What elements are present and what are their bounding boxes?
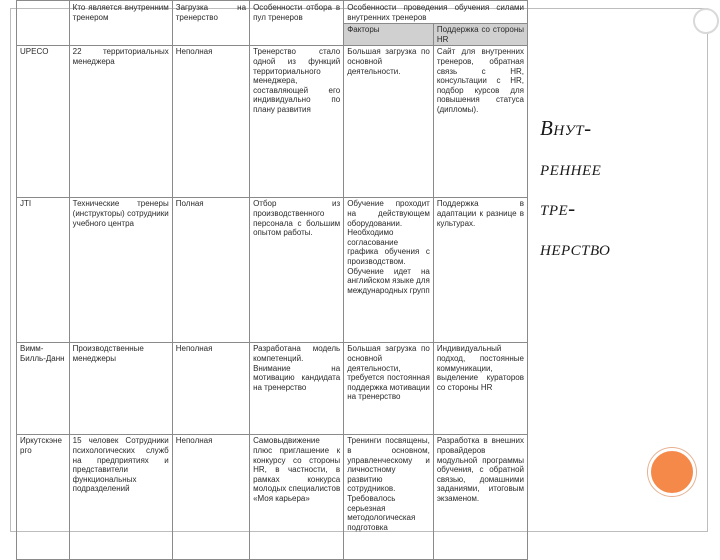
header-selection: Особенности отбора в пул тренеров (250, 1, 344, 46)
table-row (17, 46, 528, 198)
cell-load: Неполная (172, 435, 249, 560)
title-line: нерство (540, 236, 611, 260)
cell-selection: Отбор из производственного персонала с большим опытом работы. (250, 198, 344, 343)
title-line: Внут- (540, 116, 592, 140)
cell-factors: Большая загрузка по основной деятельности. (344, 46, 434, 198)
cell-company: Вимм-Билль-Данн (17, 343, 70, 435)
header-load: Загрузка на тренерство (172, 1, 249, 46)
cell-load: Неполная (172, 343, 249, 435)
cell-trainer: 22 территориальных менеджера (69, 46, 172, 198)
table-header-row (17, 1, 528, 24)
scanned-table (16, 0, 528, 532)
cell-selection: Разработана модель компетенций. Внимание на мотивацию кандидата на тренерство (250, 343, 344, 435)
cell-company: JTI (17, 198, 70, 343)
header-company (17, 1, 70, 46)
title-line: тре- (540, 196, 576, 220)
cell-selection: Тренерство стало одной из функций территориального менеджера, составляющей его индивидуально по плану развития (250, 46, 344, 198)
header-trainer: Кто является внутренним тренером (69, 1, 172, 46)
subheader-factors: Факторы (344, 24, 434, 46)
cell-trainer: 15 человек Сотрудники психологических служб на предприятиях и представители функциональных подразделений (69, 435, 172, 560)
decorative-ring (693, 8, 719, 34)
cell-factors: Большая загрузка по основной деятельности, требуется постоянная поддержка мотивации на тренерство (344, 343, 434, 435)
trainers-table (16, 0, 528, 560)
cell-factors: Тренинги посвящены, в основном, управленческому и личностному развитию сотрудников. Требовалось серьезная методологическая подготовка (344, 435, 434, 560)
cell-factors: Обучение проходит на действующем оборудовании. Необходимо согласование графика обучения с производством. Обучение идет на английском языке для международных групп (344, 198, 434, 343)
cell-hr-support: Разработка в внешних провайдеров модульной программы обучения, с обратной связью, домашними заданиями, итоговым экзаменом. (433, 435, 527, 560)
table-row (17, 343, 528, 435)
cell-hr-support: Сайт для внутренних тренеров, обратная связь с HR, консультации с HR, подбор курсов для повышения статуса (дипломы). (433, 46, 527, 198)
cell-company: UPECO (17, 46, 70, 198)
subheader-hr-support: Поддержка со стороны HR (433, 24, 527, 46)
table-row (17, 198, 528, 343)
cell-hr-support: Поддержка в адаптации к разнице в культурах. (433, 198, 527, 343)
cell-selection: Самовыдвижение плюс приглашение к конкурсу со стороны HR, в частности, в рамках конкурса молодых специалистов «Моя карьера» (250, 435, 344, 560)
cell-trainer: Технические тренеры (инструкторы) сотрудники учебного центра (69, 198, 172, 343)
table-row (17, 435, 528, 560)
cell-trainer: Производственные менеджеры (69, 343, 172, 435)
slide-title (540, 108, 690, 268)
cell-hr-support: Индивидуальный подход, постоянные коммуникации, выделение кураторов со стороны HR (433, 343, 527, 435)
cell-company: Иркутскэнерго (17, 435, 70, 560)
header-training-features: Особенности проведения обучения силами внутренних тренеров (344, 1, 528, 24)
title-line: реннее (540, 156, 602, 180)
decorative-orange-circle (648, 448, 696, 496)
cell-load: Неполная (172, 46, 249, 198)
cell-load: Полная (172, 198, 249, 343)
